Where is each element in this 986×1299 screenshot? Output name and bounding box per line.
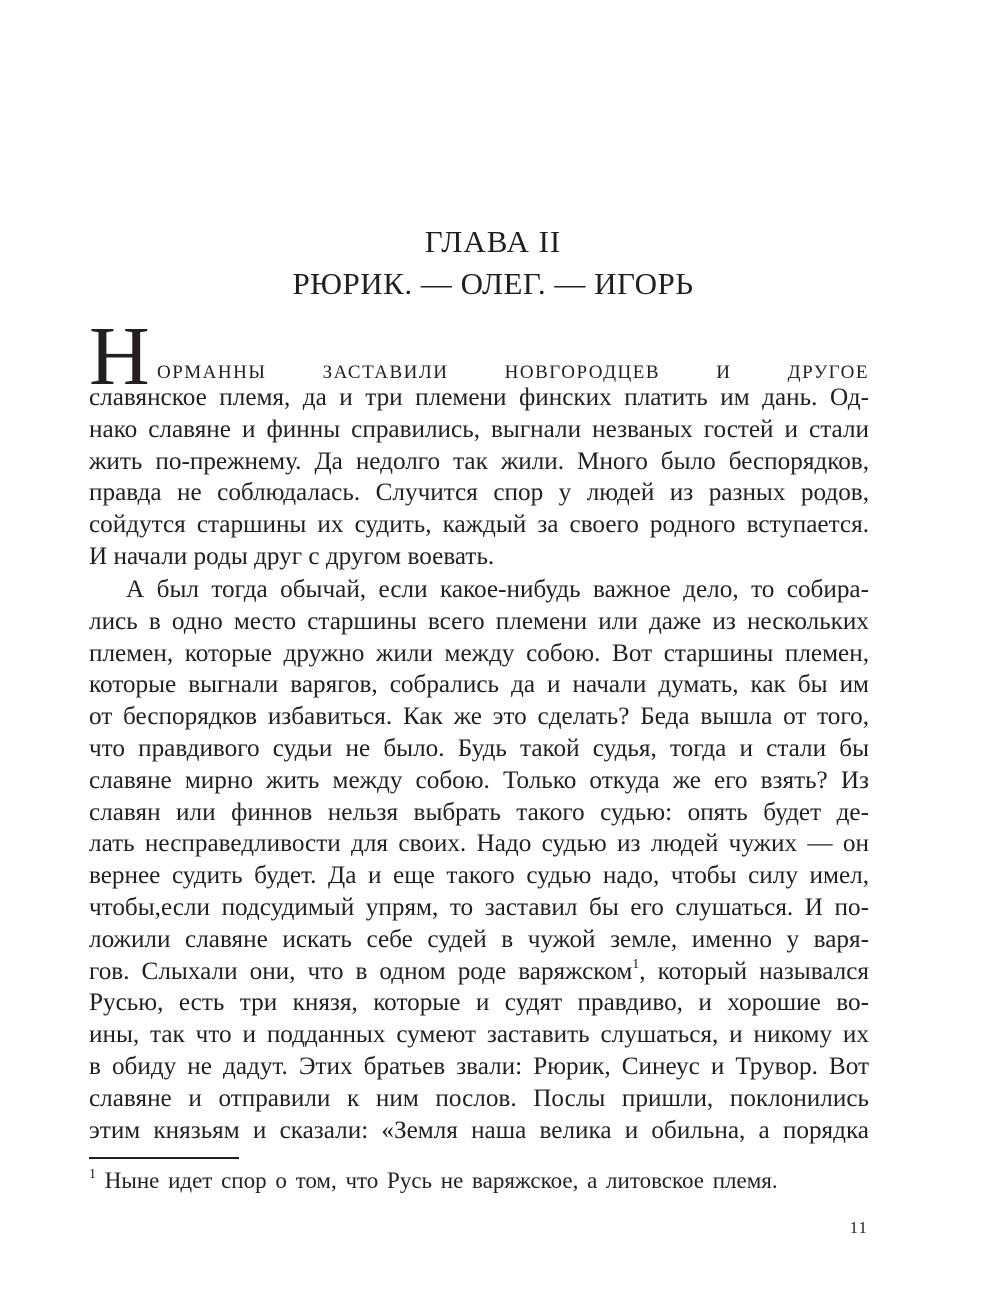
text-line: племен, которые дружно жили между собою. Вот старшины племен, xyxy=(89,639,869,667)
text-line: вернее судить будет. Да и еще такого судью надо, чтобы силу имел, xyxy=(89,862,869,890)
text-line: сойдутся старшины их судить, каждый за своего родного вступается. xyxy=(89,511,869,539)
text-line: что правдивого судьи не было. Будь такой судья, тогда и стали бы xyxy=(89,734,869,762)
text-fragment: гов. Слыхали они, что в одном роде варяжском xyxy=(89,957,633,985)
drop-cap: Н xyxy=(89,310,150,403)
page-number: 11 xyxy=(849,1218,868,1237)
text-line: славянское племя, да и три племени финских платить им дань. Од- xyxy=(89,384,869,411)
text-fragment: , который назывался xyxy=(639,957,869,985)
footnote-text: Ныне идет спор о том, что Русь не варяжское, а литовское племя. xyxy=(104,1168,778,1193)
footnote xyxy=(89,1166,869,1196)
paragraph-1 xyxy=(89,382,869,573)
paragraph-2 xyxy=(89,574,869,1146)
footnote-divider xyxy=(89,1157,239,1159)
text-line: чтобы,если подсудимый упрям, то заставил бы его слушаться. И по- xyxy=(89,893,869,921)
chapter-title: РЮРИК. — ОЛЕГ. — ИГОРЬ xyxy=(292,266,694,301)
text-line: славян или финнов нельзя выбрать такого судью: опять будет де- xyxy=(89,798,869,826)
text-line: А был тогда обычай, если какое-нибудь важное дело, то собира- xyxy=(126,576,869,603)
text-line-with-footnote xyxy=(89,956,869,988)
text-line: от беспорядков избавиться. Как же это сделать? Беда вышла от того, xyxy=(89,703,869,731)
text-line: правда не соблюдалась. Случится спор у людей из разных родов, xyxy=(89,479,869,507)
text-line: ины, так что и подданных сумеют заставить слушаться, и никому их xyxy=(89,1021,869,1049)
text-line: ложили славяне искать себе судей в чужой земле, именно у варя- xyxy=(89,925,869,953)
text-line: жить по-прежнему. Да недолго так жили. Много было беспорядков, xyxy=(89,447,869,475)
opening-small-caps: орманны заставили новгородцев и другое xyxy=(157,354,869,384)
text-line: лать несправедливости для своих. Надо судью из людей чужих — он xyxy=(89,830,869,858)
footnote-marker: 1 xyxy=(89,1167,96,1182)
text-line: которые выгнали варягов, собрались да и начали думать, как бы им xyxy=(89,671,869,699)
footnote-reference[interactable]: 1 xyxy=(632,956,640,972)
text-line: И начали роды друг с другом воевать. xyxy=(89,542,495,570)
text-line: нако славяне и финны справились, выгнали незваных гостей и стали xyxy=(89,415,869,443)
text-line: славяне и отправили к ним послов. Послы пришли, поклонились xyxy=(89,1084,869,1112)
text-line: лись в одно место старшины всего племени или даже из нескольких xyxy=(89,607,869,635)
text-line: этим князьям и сказали: «Земля наша велика и обильна, а порядка xyxy=(89,1116,869,1144)
text-line: в обиду не дадут. Этих братьев звали: Рюрик, Синеус и Трувор. Вот xyxy=(89,1052,869,1080)
chapter-label: ГЛАВА II xyxy=(424,224,562,259)
text-line: Русью, есть три князя, которые и судят правдиво, и хорошие во- xyxy=(89,989,869,1017)
text-line: славяне мирно жить между собою. Только откуда же его взять? Из xyxy=(89,766,869,794)
